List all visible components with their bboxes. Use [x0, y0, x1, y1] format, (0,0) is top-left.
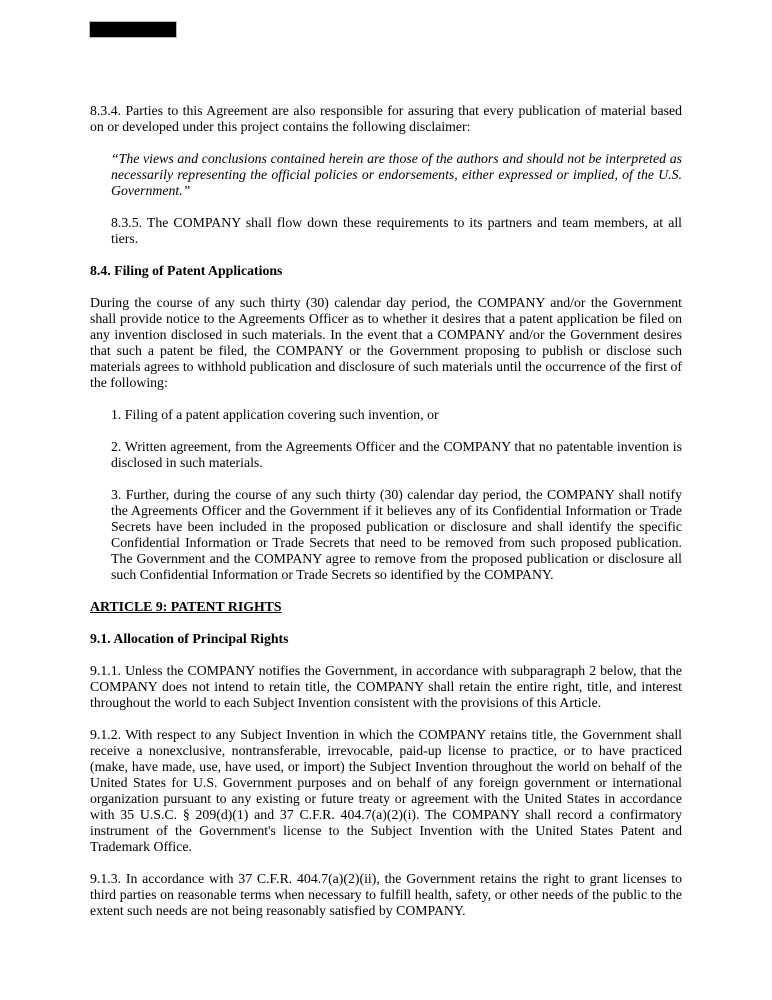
disclaimer-quote: “The views and conclusions contained herein are those of the authors and should not be interpreted as necessarily representing the official policies or endorsements, either expressed or implied, of the U.S. Government.” [111, 151, 682, 198]
section-heading-9-1: 9.1. Allocation of Principal Rights [90, 631, 289, 646]
list-item-3: 3. Further, during the course of any such thirty (30) calendar day period, the COMPANY shall notify the Agreements Officer and the Government if it believes any of its Confidential Information or Trade Secrets have been included in the proposed publication or disclosure and shall identify the specific Confidential Information or Trade Secrets that need to be removed from such proposed publication. The Government and the COMPANY agree to remove from the proposed publication or disclosure all such Confidential Information or Trade Secrets so identified by the COMPANY. [111, 487, 682, 582]
list-item-1: 1. Filing of a patent application covering such invention, or [111, 407, 439, 422]
list-item-2: 2. Written agreement, from the Agreements Officer and the COMPANY that no patentable invention is disclosed in such materials. [111, 439, 682, 470]
paragraph-9-1-3: 9.1.3. In accordance with 37 C.F.R. 404.7(a)(2)(ii), the Government retains the right to grant licenses to third parties on reasonable terms when necessary to fulfill health, safety, or other needs of the public to the extent such needs are not being reasonably satisfied by COMPANY. [90, 871, 682, 918]
paragraph-9-1-1: 9.1.1. Unless the COMPANY notifies the Government, in accordance with subparagraph 2 below, that the COMPANY does not intend to retain title, the COMPANY shall retain the entire right, title, and interest throughout the world to each Subject Invention consistent with the provisions of this Article. [90, 663, 682, 710]
paragraph-9-1-2: 9.1.2. With respect to any Subject Invention in which the COMPANY retains title, the Government shall receive a nonexclusive, nontransferable, irrevocable, paid-up license to practice, or to have practiced (make, have made, use, have used, or import) the Subject Invention throughout the world on behalf of the United States for U.S. Government purposes and on behalf of any foreign government or international organization pursuant to any existing or future treaty or agreement with the United States in accordance with 35 U.S.C. § 209(d)(1) and 37 C.F.R. 404.7(a)(2)(i). The COMPANY shall record a confirmatory instrument of the Government's license to the Subject Invention with the United States Patent and Trademark Office. [90, 727, 682, 854]
paragraph-8-3-5: 8.3.5. The COMPANY shall flow down these requirements to its partners and team members, at all tiers. [111, 215, 682, 246]
article-9-heading: ARTICLE 9: PATENT RIGHTS [90, 599, 282, 614]
redaction-bar [89, 21, 177, 38]
paragraph-8-3-4: 8.3.4. Parties to this Agreement are also responsible for assuring that every publication of material based on or developed under this project contains the following disclaimer: [90, 103, 682, 134]
section-heading-8-4: 8.4. Filing of Patent Applications [90, 263, 283, 278]
paragraph-8-4-body: During the course of any such thirty (30) calendar day period, the COMPANY and/or the Government shall provide notice to the Agreements Officer as to whether it desires that a patent application be filed on any invention disclosed in such materials. In the event that a COMPANY and/or the Government desires that such a patent be filed, the COMPANY or the Government proposing to publish or disclose such materials agrees to withhold publication and disclosure of such materials until the occurrence of the first of the following: [90, 295, 682, 390]
document-body [90, 103, 682, 935]
